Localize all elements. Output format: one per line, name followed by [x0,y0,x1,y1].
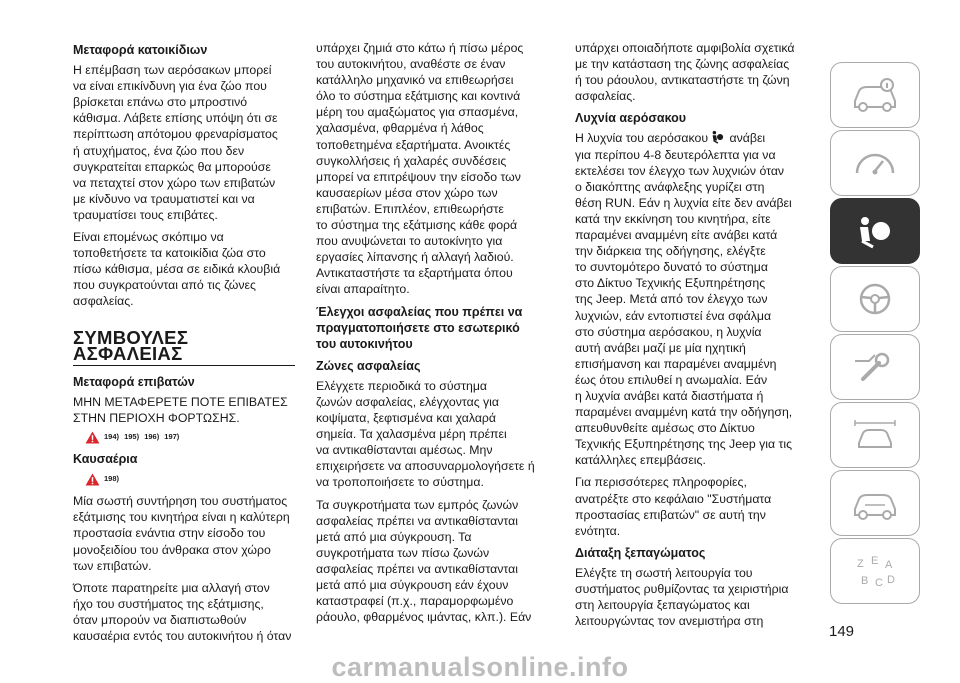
warning-references [85,429,295,445]
column-2 [316,40,554,631]
svg-text:B: B [861,575,869,587]
warning-triangle-icon [85,431,100,444]
alphabet-index-tab-icon [849,551,901,591]
car-dimensions-tab-icon [849,483,901,523]
svg-text:D: D [887,574,895,586]
reference-numbers[interactable]: 194) 195) 196) 197) [104,431,180,441]
tab-maintenance[interactable] [830,402,920,468]
dashboard-tab-icon [849,143,901,183]
paragraph: Η επέμβαση των αερόσακων μπορεί να είναι επικίνδυνη για ένα ζώο που βρίσκεται επάνω στο μπροστινό κάθισμα. Λάβετε επίσης υπόψη ότι σε περίπτωση απότομου φρεναρίσματος ή ατυχήματος, ένα ζώο που δεν συγκρατείται επαρκώς θα μπορούσε να πεταχτεί στον χώρο των επιβατών με κίνδυνο να τραυματιστεί και να τραυματίσει τους επιβάτες. [73,63,278,222]
heading-passenger-transport: Μεταφορά επιβατών [73,374,195,389]
warning-references [85,471,295,487]
warning-triangle-icon [85,473,100,486]
svg-text:Z: Z [857,558,864,570]
airbag-warning-icon [710,130,724,144]
tab-dashboard[interactable] [830,130,920,196]
svg-text:A: A [885,559,893,571]
paragraph [575,130,813,468]
heading-pet-transport: Μεταφορά κατοικίδιων [73,43,208,57]
paragraph-text: Η λυχνία του αερόσακου [575,131,709,146]
car-dimensions-tab-icon [849,415,901,455]
column-3 [575,40,813,635]
tab-technical-data[interactable] [830,470,920,536]
paragraph: Μία σωστή συντήρηση του συστήματος εξάτμισης του κινητήρα είναι η καλύτερη προστασία ενάντια στην είσοδο του μονοξειδίου του άνθρακα στον χώρο των επιβατών. [73,494,290,573]
paragraph: Ελέγξτε τη σωστή λειτουργία του συστήματος ρυθμίζοντας τα χειριστήρια στη λειτουργία ξεπαγώματος και λειτουργώντας τον ανεμιστήρα στη [575,565,789,629]
svg-text:E: E [871,555,879,567]
tab-car-info[interactable] [830,62,920,128]
paragraph: υπάρχει ζημιά στο κάτω ή πίσω μέρος του αυτοκινήτου, αναθέστε σε έναν κατάλληλο μηχανικό να επιθεωρήσει όλο το σύστημα εξάτμισης και κοντινά μέρη του αμαξώματος για σπασμένα, χαλασμένα, φθαρμένα ή λάθος τοποθετημένα εξαρτήματα. Ανοικτές συγκολλήσεις ή χαλαρές συνδέσεις μπορεί να επιτρέψουν την είσοδο των καυσαερίων μέσα στον χώρο των επιβατών. Επιπλέον, επιθεωρήστε το σύστημα της εξάτμισης κάθε φορά που ανυψώνεται το αυτοκίνητο για εργασίες λίπανσης ή αλλαγή λαδιού. Αντικαταστήστε τα εξαρτήματα όπου είναι απαραίτητο. [316,41,524,297]
tab-driving[interactable] [830,266,920,332]
paragraph: Ελέγχετε περιοδικά το σύστημα ζωνών ασφαλείας, ελέγχοντας για κοψίματα, ξεφτισμένα και χαλαρά σημεία. Τα χαλασμένα μέρη πρέπει να αντικαθίστανται αμέσως. Μην επιχειρήσετε να αποσυναρμολογήσετε ή να τροποποιήσετε το σύστημα. [316,378,535,490]
paragraph: ΜΗΝ ΜΕΤΑΦΕΡΕΤΕ ΠΟΤΕ ΕΠΙΒΑΤΕΣ ΣΤΗΝ ΠΕΡΙΟΧΗ ΦΟΡΤΩΣΗΣ. [73,394,288,425]
column-1 [73,40,295,650]
paragraph: Όποτε παρατηρείτε μια αλλαγή στον ήχο του συστήματος της εξάτμισης, όταν μπορούν να διαπιστωθούν καυσαέρια εντός του αυτοκινήτου ή όταν [73,580,292,643]
heading-airbag-light: Λυχνία αερόσακου [575,111,687,126]
heading-seat-belts: Ζώνες ασφαλείας [316,358,421,373]
page-number: 149 [829,623,855,640]
paragraph: υπάρχει οποιαδήποτε αμφιβολία σχετικά με την κατάσταση της ζώνης ασφαλείας ή του ράουλου, αντικαταστήστε τη ζώνη ασφαλείας. [575,41,795,104]
tab-safety[interactable] [830,198,920,264]
car-info-tab-icon [849,75,901,115]
reference-numbers[interactable]: 198) [104,474,120,484]
tab-emergency[interactable] [830,334,920,400]
paragraph: Για περισσότερες πληροφορίες, ανατρέξτε στο κεφάλαιο "Συστήματα προστασίας επιβατών" σε αυτή την ενότητα. [575,475,772,538]
heading-interior-safety-checks: Έλεγχοι ασφαλείας που πρέπει να πραγματοποιήσετε στο εσωτερικό του αυτοκινήτου [316,304,523,351]
heading-exhaust-gases: Καυσαέρια [73,452,138,467]
svg-text:C: C [875,577,883,589]
wrench-tab-icon [849,347,901,387]
tab-index[interactable] [830,538,920,604]
watermark: carmanualsonline.info [331,652,629,682]
paragraph-text: ανάβει για περίπου 4-8 δευτερόλεπτα για να εκτελέσει τον έλεγχο των λυχνιών όταν ο διακόπτης ανάφλεξης γυρίζει στη θέση RUN. Εάν η λυχνία είτε δεν ανάβει κατά την εκκίνηση του κινητήρα, είτε παραμένει αναμμένη είτε ανάβει κατά την διάρκεια της οδήγησης, ελέγξτε το συντομότερο δυνατό το σύστημα στο Δίκτυο Τεχνικής Εξυπηρέτησης της Jeep. Μετά από τον έλεγχο των λυχνιών, εάν εντοπιστεί ένα σφάλμα στο σύστημα αερόσακου, η λυχνία αυτή ανάβει μαζί με μία ηχητική επισήμανση και παραμένει αναμμένη έως ότου επιλυθεί η ανωμαλία. Εάν η λυχνία ανάβει κατά διαστήματα ή παραμένει αναμμένη κατά την οδήγηση, απευθυνθείτε αμέσως στο Δίκτυο Τεχνικής Εξυπηρέτησης της Jeep για τις κατάλληλες επεμβάσεις. [575,131,793,468]
paragraph: Τα συγκροτήματα των εμπρός ζωνών ασφαλείας πρέπει να αντικαθίστανται μετά από μια σύγκρουση. Τα συγκροτήματα των πίσω ζωνών ασφαλείας πρέπει να αντικαθίστανται μετά από μια σύγκρουση εάν έχουν καταστραφεί (π.χ., παραμορφωμένο ράουλο, φθαρμένος ιμάντας, κλπ.). Εάν [316,497,532,625]
heading-defroster: Διάταξη ξεπαγώματος [575,545,706,560]
steering-wheel-tab-icon [849,279,901,319]
airbag-tab-icon [849,211,901,251]
section-title-safety-tips: ΣΥΜΒΟΥΛΕΣ ΑΣΦΑΛΕΙΑΣ [73,330,295,366]
paragraph: Είναι επομένως σκόπιμο να τοποθετήσετε τα κατοικίδια ζώα στο πίσω κάθισμα, μέσα σε ειδικά κλουβιά που συγκρατούνται από τις ζώνες ασφαλείας. [73,230,281,309]
